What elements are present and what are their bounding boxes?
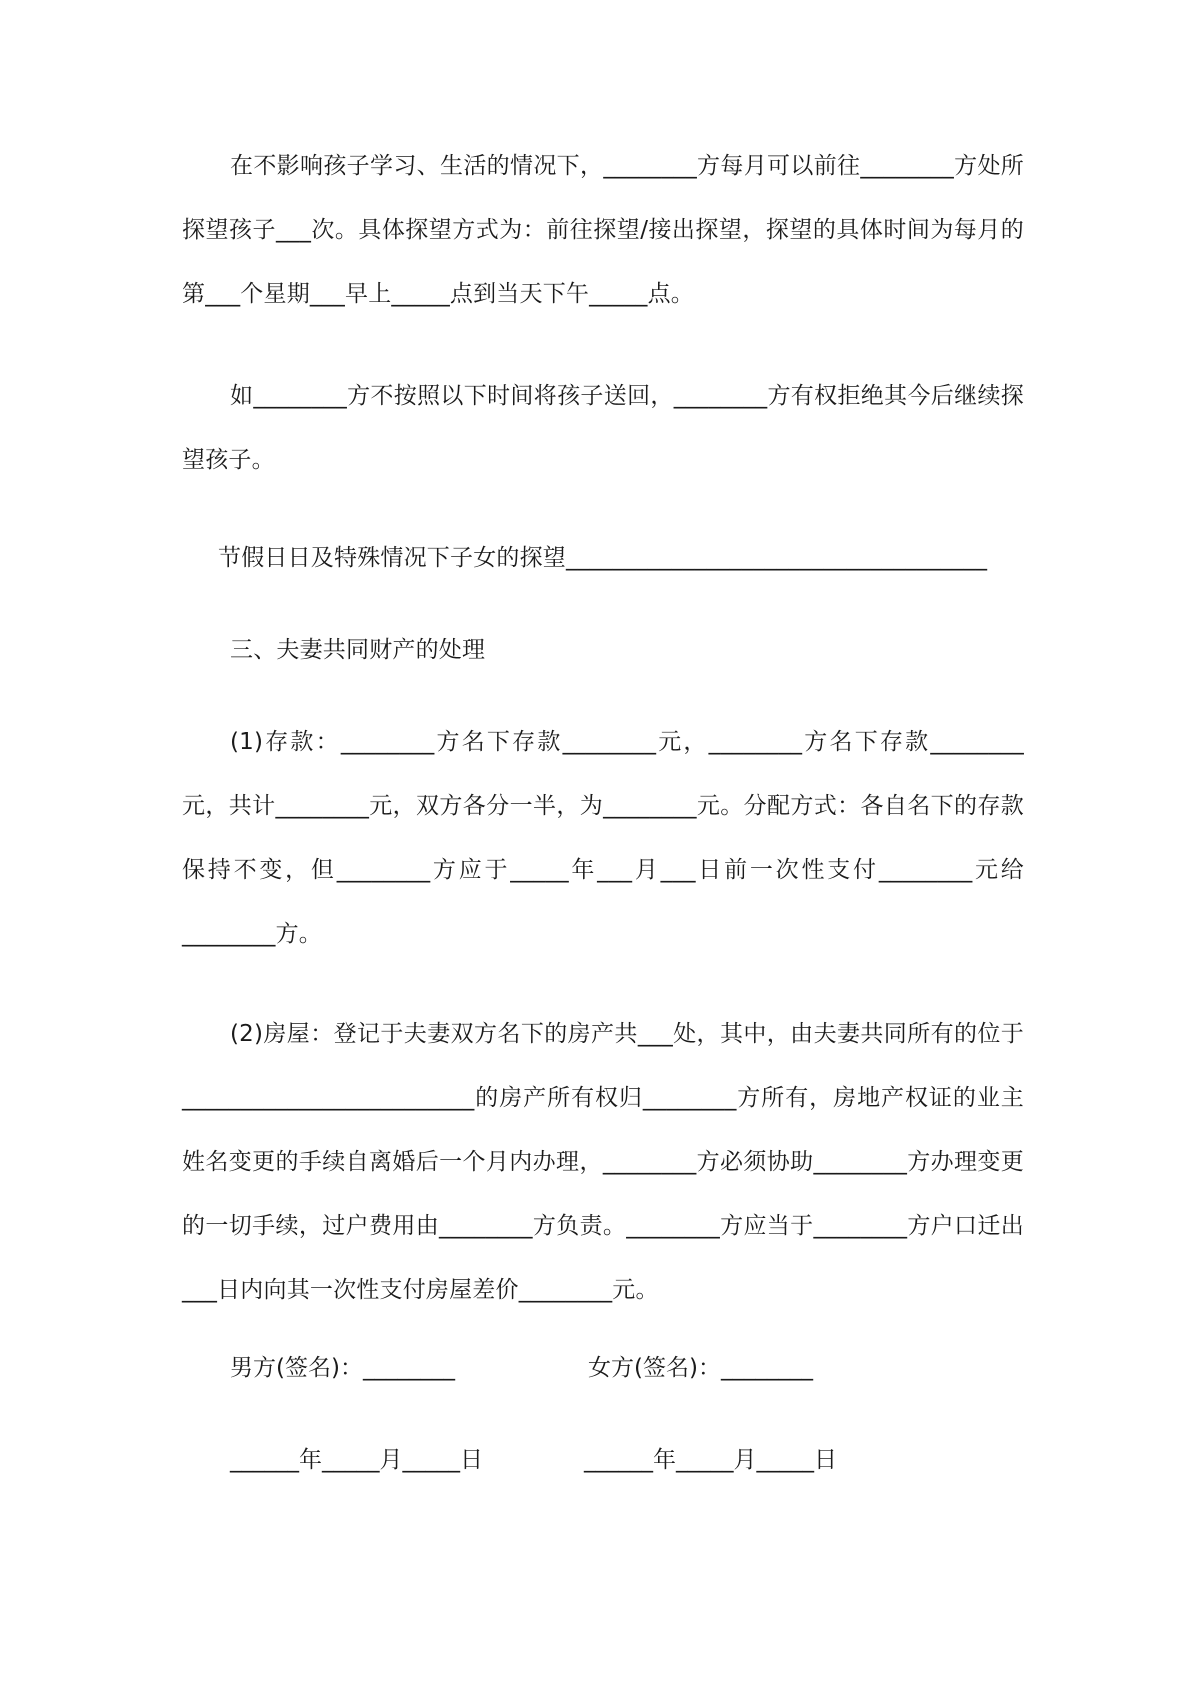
paragraph-return-child: 如________方不按照以下时间将孩子送回，________方有权拒绝其今后继续探望孩子。 <box>182 383 1024 473</box>
paragraph-visit-monthly: 在不影响孩子学习、生活的情况下，________方每月可以前往________方处所探望孩子___次。具体探望方式为：前往探望/接出探望，探望的具体时间为每月的第___个星期___早上_____点到当天下午_____点。 <box>182 153 1024 307</box>
female-signature-date: ______年_____月_____日 <box>584 1447 837 1473</box>
paragraph-house: (2)房屋：登记于夫妻双方名下的房产共___处，其中，由夫妻共同所有的位于_________________________的房产所有权归________方所有，房地产权证的业主姓名变更的手续自离婚后一个月内办理，________方必须协助________方办理变更的一切手续，过户费用由________方负责。________方应当于________方户口迁出___日内向其一次性支付房屋差价________元。 <box>182 1021 1024 1303</box>
paragraph-holiday-visit: 节假日日及特殊情况下子女的探望____________________________________ <box>218 545 988 571</box>
paragraph-deposits: (1)存款：________方名下存款________元，________方名下存款________元，共计________元，双方各分一半，为________元。分配方式：各自名下的存款保持不变，但________方应于_____年___月___日前一次性支付________元给________方。 <box>182 729 1024 947</box>
section-title-joint-property: 三、夫妻共同财产的处理 <box>230 637 486 663</box>
male-signature-label: 男方(签名)：________ <box>230 1355 455 1381</box>
male-signature-date: ______年_____月_____日 <box>230 1447 483 1473</box>
female-signature-label: 女方(签名)：________ <box>588 1355 813 1381</box>
